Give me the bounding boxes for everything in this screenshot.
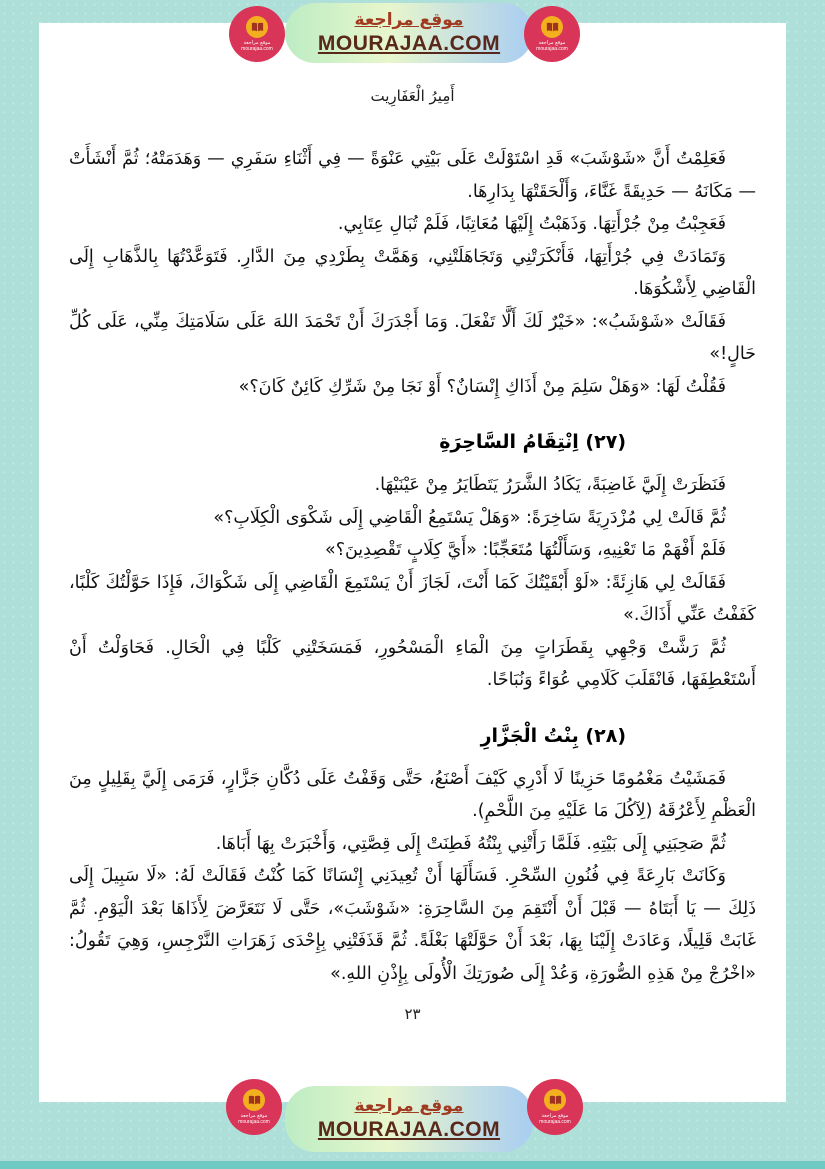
site-logo-badge (226, 1079, 282, 1135)
book-icon (243, 1089, 265, 1111)
book-icon (246, 16, 268, 38)
logo-text-domain: mourajaa.com (539, 1119, 571, 1125)
site-domain-link[interactable]: MOURAJAA.COM (317, 1118, 501, 1141)
paragraph: ثُمَّ قَالَتْ لِي مُزْدَرِيَةً سَاخِرَةً: «وَهَلْ يَسْتَمِعُ الْقَاضِي إِلَى شَكْوَى الْكِلَابِ؟» (213, 507, 726, 528)
paragraph: فَقَالَتْ لِي هَازِئَةً: «لَوْ أَبْقَيْتُكَ كَمَا أَنْتَ، لَجَازَ أَنْ يَسْتَمِعَ الْقَاضِي إِلَى شَكْوَاكَ، فَإِذَا حَوَّلْتُكَ كَلْبًا، كَفَفْتُ عَنِّي أَذَاكَ.» (69, 572, 756, 625)
book-icon (544, 1089, 566, 1111)
logo-text-domain: mourajaa.com (241, 46, 273, 52)
paragraph: ثُمَّ صَحِبَنِي إِلَى بَيْتِهِ. فَلَمَّا رَأَتْنِي بِنْتُهُ فَطِنَتْ إِلَى قِصَّتِي، وَأَخْبَرَتْ بِهَا أَبَاهَا. (215, 833, 726, 854)
paragraph: فَقُلْتُ لَهَا: «وَهَلْ سَلِمَ مِنْ أَذَاكِ إِنْسَانٌ؟ أَوْ نَجَا مِنْ شَرِّكِ كَائِنٌ كَانَ؟» (238, 376, 726, 397)
running-title: أَمِيرُ الْعَفَارِيت (370, 87, 455, 105)
paragraph: فَقَالَتْ «شَوْشَبُ»: «خَيْرٌ لَكَ أَلَّا تَفْعَلَ. وَمَا أَجْدَرَكَ أَنْ تَحْمَدَ اللهَ عَلَى سَلَامَتِكَ مِنِّي، عَلَى كُلِّ حَالٍ!» (69, 311, 756, 364)
section-heading-28: (٢٨) بِنْتُ الْجَزَّارِ (480, 724, 626, 747)
logo-text-arabic: موقع مراجعة (538, 40, 566, 46)
paragraph: ثُمَّ رَشَّتْ وَجْهِي بِقَطَرَاتٍ مِنَ الْمَاءِ الْمَسْحُورِ، فَمَسَخَتْنِي كَلْبًا فِي الْحَالِ. فَحَاوَلْتُ أَنْ أَسْتَعْطِفَهَا، فَانْقَلَبَ كَلَامِي عُوَاءً وَنُبَاحًا. (69, 637, 756, 690)
site-logo-badge (229, 6, 285, 62)
header-banner (285, 3, 533, 63)
section-heading-27: (٢٧) اِنْتِقَامُ السَّاحِرَةِ (439, 431, 626, 453)
site-name-arabic-link[interactable]: موقع مراجعة (354, 1096, 464, 1116)
paragraph: فَمَشَيْتُ مَغْمُومًا حَزِينًا لَا أَدْرِي كَيْفَ أَصْنَعُ، حَتَّى وَقَفْتُ عَلَى دُكَّانِ جَزَّارٍ، فَرَمَى إِلَيَّ بِقَلِيلٍ مِنَ الْعَظْمِ لِأَعْرُقَهُ (لِآكُلَ مَا عَلَيْهِ مِنَ اللَّحْمِ). (69, 768, 756, 821)
site-name-arabic-link[interactable]: موقع مراجعة (354, 10, 464, 30)
paragraph: فَعَلِمْتُ أَنَّ «شَوْشَبَ» قَدِ اسْتَوْلَتْ عَلَى بَيْتِي عَنْوَةً — فِي أَثْنَاءِ سَفَرِي — وَهَدَمَتْهُ؛ ثُمَّ أَنْشَأَتْ — مَكَانَهُ — حَدِيقَةً غَنَّاءَ، وَأَلْحَقَتْهَا بِدَارِهَا. (69, 149, 756, 202)
story-text (69, 143, 756, 990)
site-logo-badge (527, 1079, 583, 1135)
book-page (39, 23, 786, 1102)
paragraph: وَتَمَادَتْ فِي جُرْأَتِهَا، فَأَنْكَرَتْنِي وَتَجَاهَلَتْنِي، وَهَمَّتْ بِطَرْدِي مِنَ الدَّارِ. فَتَوَعَّدْتُهَا بِالذَّهَابِ إِلَى الْقَاضِي لِأَشْكُوَهَا. (69, 246, 756, 299)
bottom-edge-strip (0, 1161, 825, 1169)
logo-text-arabic: موقع مراجعة (243, 40, 271, 46)
logo-text-arabic: موقع مراجعة (240, 1113, 268, 1119)
paragraph: فَلَمْ أَفْهَمْ مَا تَعْنِيهِ، وَسَأَلْتُهَا مُتَعَجِّبًا: «أَيَّ كِلَابٍ تَقْصِدِينَ؟» (324, 540, 726, 560)
site-domain-link[interactable]: MOURAJAA.COM (317, 32, 501, 55)
page-number: ٢٣ (404, 1005, 421, 1023)
book-icon (541, 16, 563, 38)
logo-text-arabic: موقع مراجعة (541, 1113, 569, 1119)
logo-text-domain: mourajaa.com (536, 46, 568, 52)
footer-banner (285, 1086, 533, 1152)
paragraph: فَعَجِبْتُ مِنْ جُرْأَتِهَا. وَذَهَبْتُ إِلَيْهَا مُعَاتِبًا، فَلَمْ تُبَالِ عِتَابِي. (337, 214, 726, 234)
logo-text-domain: mourajaa.com (238, 1119, 270, 1125)
site-logo-badge (524, 6, 580, 62)
paragraph: فَنَظَرَتْ إِلَيَّ غَاضِبَةً، يَكَادُ الشَّرَرُ يَتَطَايَرُ مِنْ عَيْنَيْهَا. (374, 475, 726, 495)
paragraph: وَكَانَتْ بَارِعَةً فِي فُنُونِ السِّحْرِ. فَسَأَلَهَا أَنْ تُعِيدَنِي إِنْسَانًا كَمَا كُنْتُ فَقَالَتْ لَهُ: «لَا سَبِيلَ إِلَى ذَلِكَ — يَا أَبَتَاهُ — قَبْلَ أَنْ أَنْتَقِمَ مِنَ السَّاحِرَةِ: «شَوْشَبَ»، حَتَّى لَا نَتَعَرَّضَ لِأَذَاهَا بَعْدَ الْيَوْمِ. ثُمَّ غَابَتْ قَلِيلًا، وَعَادَتْ إِلَيْنَا بِهَا، بَعْدَ أَنْ حَوَّلَتْهَا بَغْلَةً. ثُمَّ قَذَفَتْنِي بِإِحْدَى زَهَرَاتِ النَّرْجِسِ، وَهِيَ تَقُولُ: «اخْرُجْ مِنْ هَذِهِ الصُّورَةِ، وَعُدْ إِلَى صُورَتِكَ الْأُولَى بِإِذْنِ اللهِ.» (69, 866, 756, 984)
